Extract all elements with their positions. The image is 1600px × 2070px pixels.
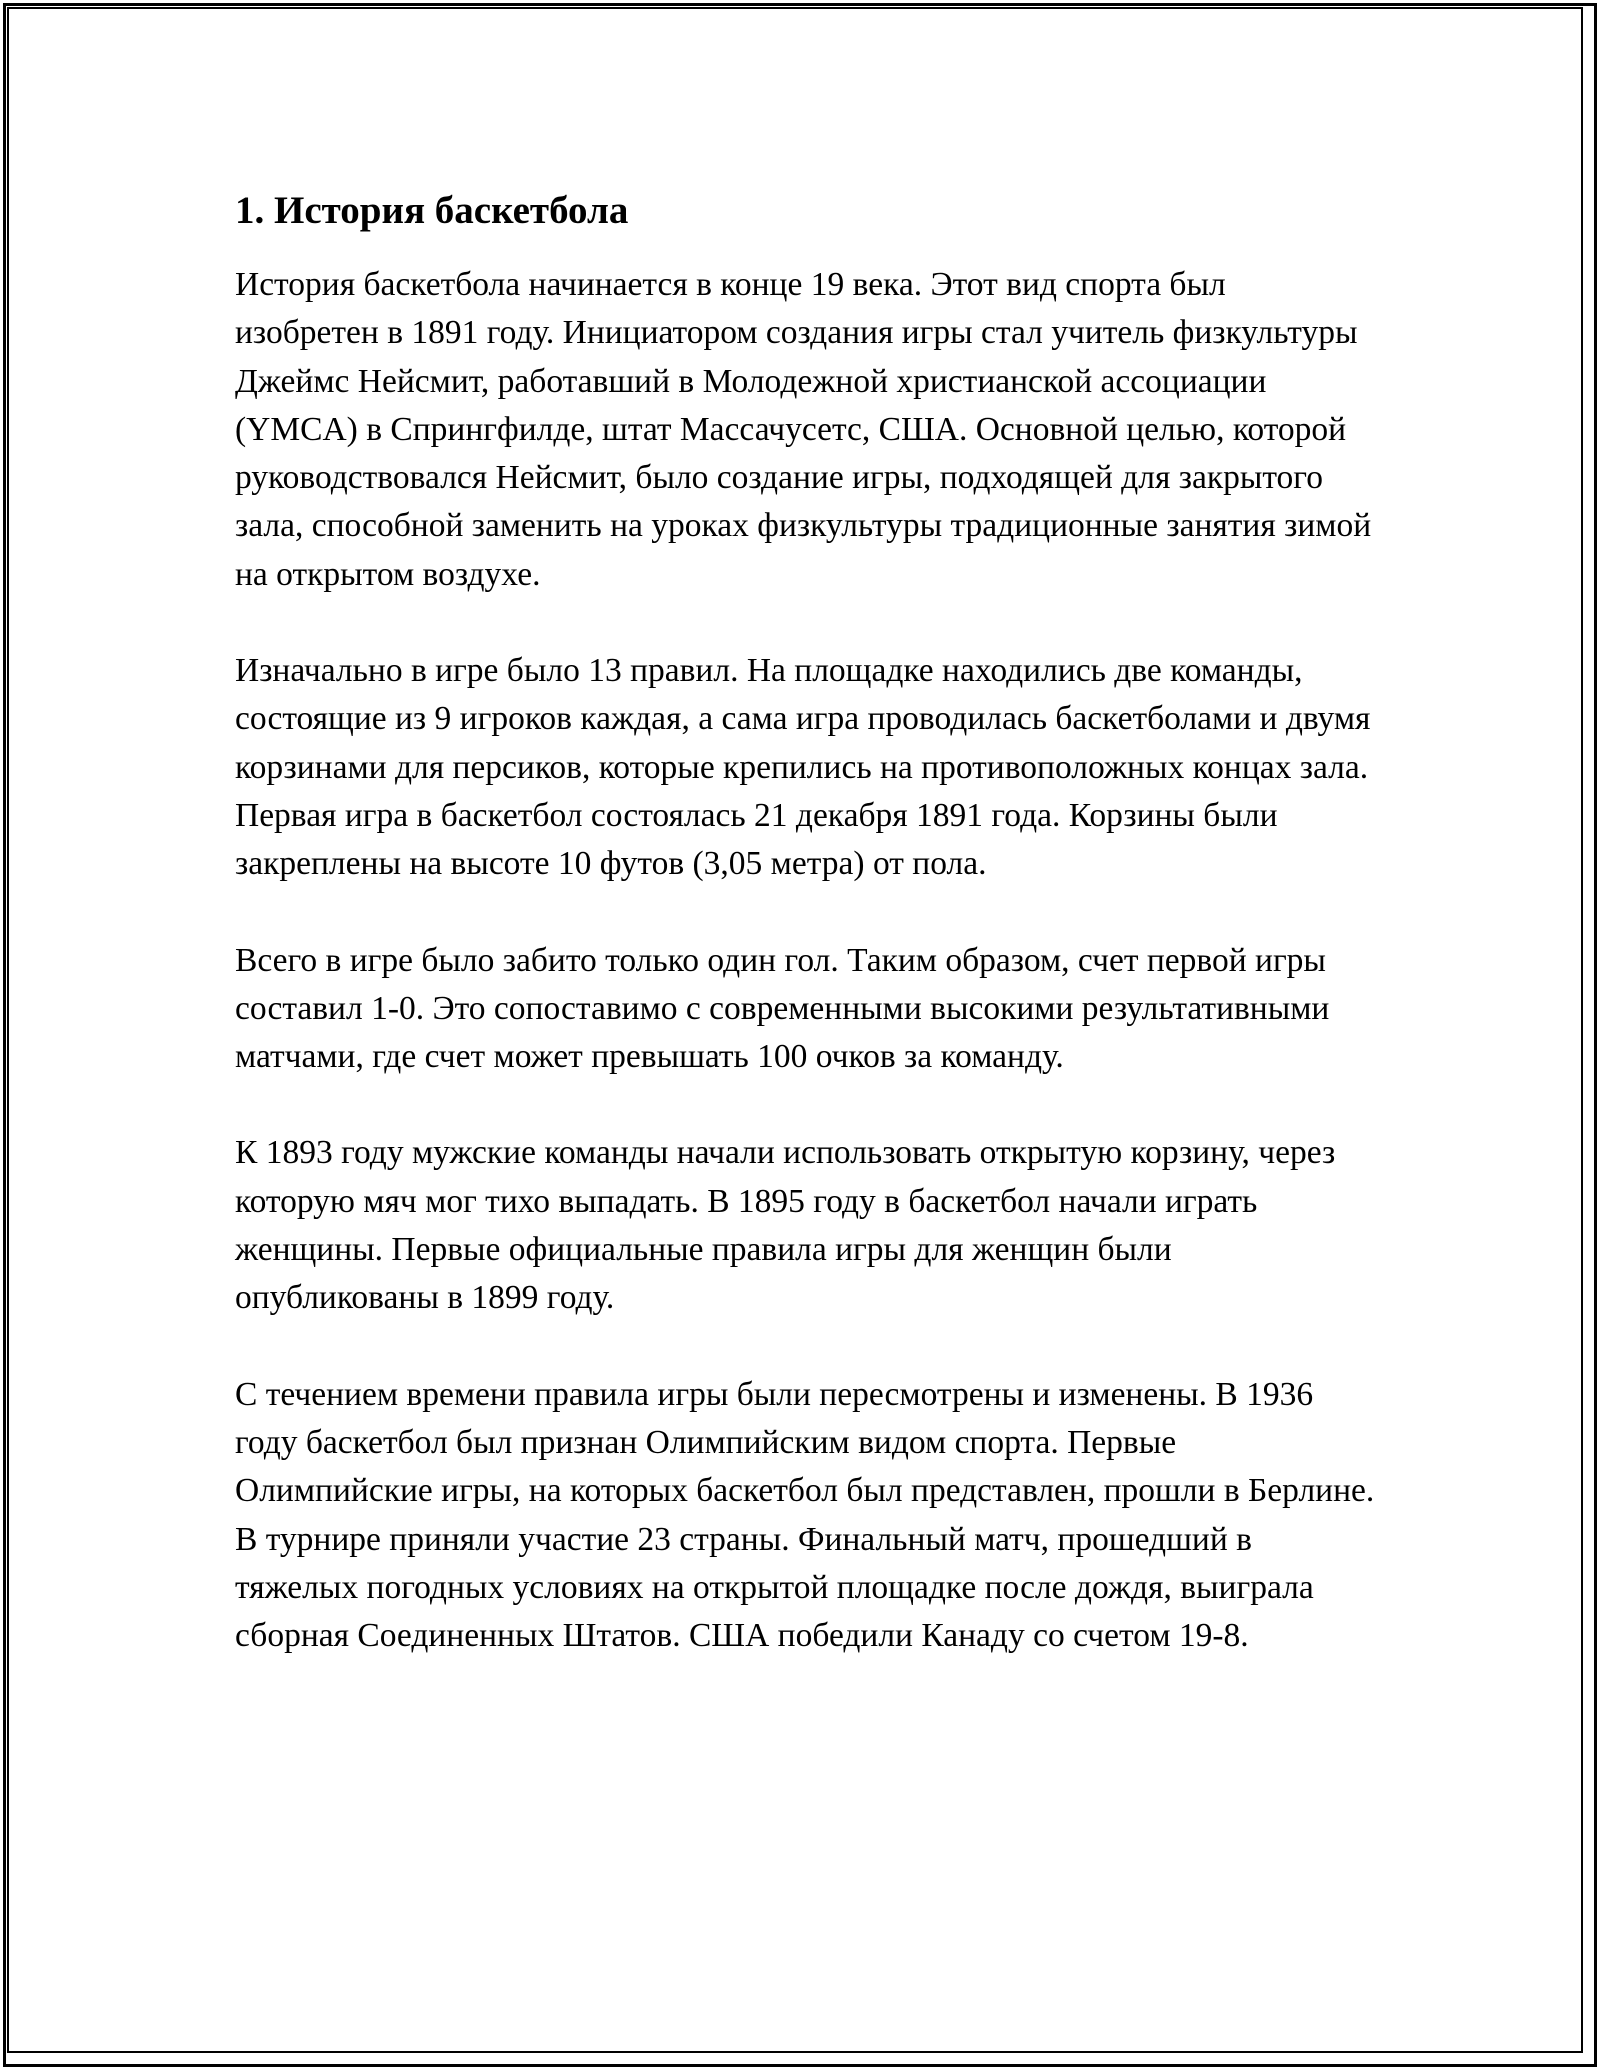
paragraph-original-rules: Изначально в игре было 13 правил. На площадке находились две команды, состоящие из 9 игроков каждая, а сама игра проводилась баскетболами и двумя корзинами для персиков, которые крепились на противоположных концах зала. Первая игра в баскетбол состоялась 21 декабря 1891 года. Корзины были закреплены на высоте 10 футов (3,05 метра) от пола. [235, 652, 1371, 883]
paragraph-origins: История баскетбола начинается в конце 19 века. Этот вид спорта был изобретен в 1891 году. Инициатором создания игры стал учитель физкультуры Джеймс Нейсмит, работавший в Молодежной христианской ассоциации (YMCA) в Спрингфилде, штат Массачусетс, США. Основной целью, которой руководствовался Нейсмит, было создание игры, подходящей для закрытого зала, способной заменить на уроках физкультуры традиционные занятия зимой на открытом воздухе. [235, 266, 1372, 593]
section-heading: 1. История баскетбола [235, 189, 629, 232]
paragraph-womens-basketball: К 1893 году мужские команды начали использовать открытую корзину, через которую мяч мог тихо выпадать. В 1895 году в баскетбол начали играть женщины. Первые официальные правила игры для женщин были опубликованы в 1899 году. [235, 1134, 1336, 1317]
paragraph-first-game-score: Всего в игре было забито только один гол. Таким образом, счет первой игры составил 1-0. Это сопоставимо с современными высокими результативными матчами, где счет может превышать 100 очков за команду. [235, 941, 1330, 1076]
document-body [235, 185, 1375, 1708]
paragraph-olympics: С течением времени правила игры были пересмотрены и изменены. В 1936 году баскетбол был признан Олимпийским видом спорта. Первые Олимпийские игры, на которых баскетбол был представлен, прошли в Берлине. В турнире приняли участие 23 страны. Финальный матч, прошедший в тяжелых погодных условиях на открытой площадке после дождя, выиграла сборная Соединенных Штатов. США победили Канаду со счетом 19-8. [235, 1375, 1375, 1655]
